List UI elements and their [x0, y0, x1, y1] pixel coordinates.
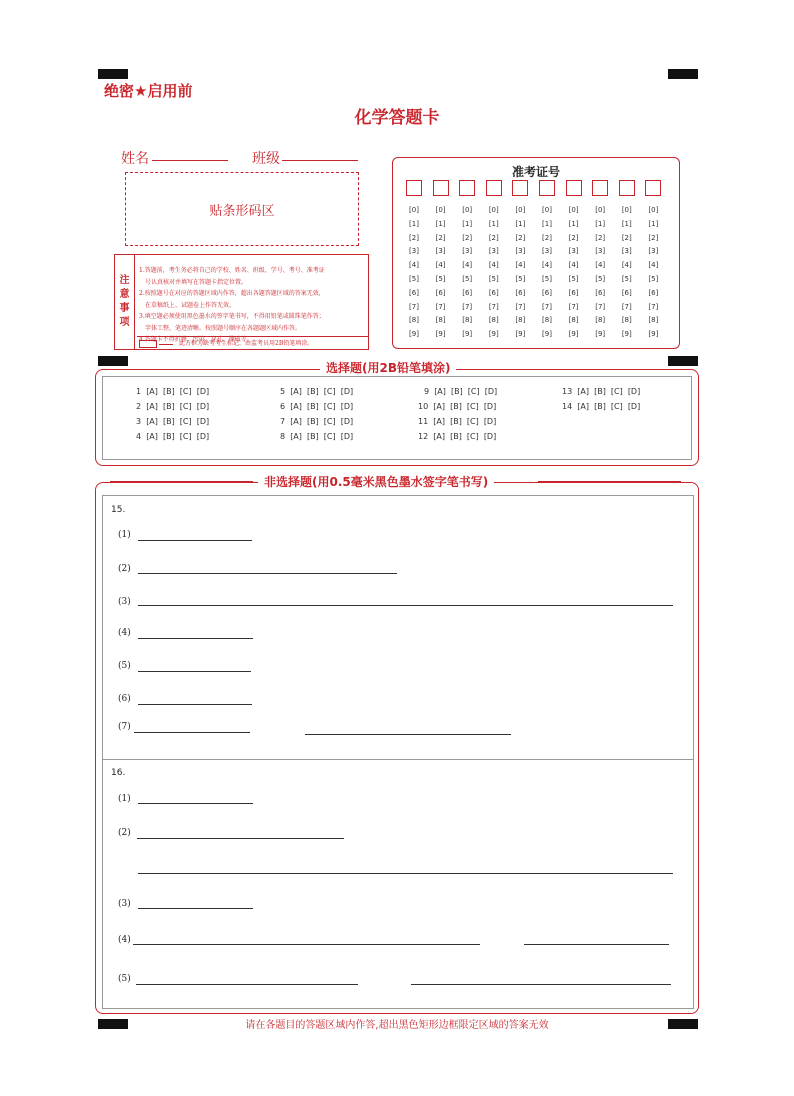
exam-digit-bubble[interactable]: [3] [648, 247, 659, 256]
exam-digit-bubble[interactable]: [7] [462, 302, 473, 311]
exam-digit-bubble[interactable]: [6] [621, 288, 632, 297]
exam-digit-bubble[interactable]: [5] [462, 275, 473, 283]
choice-question-8[interactable] [280, 432, 353, 441]
exam-digit-bubble[interactable]: [0] [621, 206, 632, 214]
exam-digit-bubble[interactable]: [3] [568, 247, 579, 256]
question-number: 4 [136, 432, 142, 441]
exam-digit-bubble[interactable]: [9] [648, 330, 659, 339]
registration-mark [668, 356, 698, 366]
exam-digit-bubble[interactable]: [5] [435, 275, 446, 283]
q16-sub-3: (3) [118, 899, 131, 909]
exam-digit-bubble[interactable]: [4] [488, 261, 499, 270]
class-field[interactable] [282, 160, 358, 161]
question-number: 7 [280, 417, 286, 426]
exam-digit-box[interactable] [486, 180, 502, 196]
choice-section-title: 选择题(用2B铅笔填涂) [320, 359, 456, 376]
exam-digit-bubble[interactable]: [8] [409, 316, 419, 325]
exam-digit-bubble[interactable]: [2] [621, 233, 632, 242]
exam-digit-bubble[interactable]: [5] [648, 275, 659, 283]
exam-digit-bubble[interactable]: [2] [648, 233, 659, 242]
choice-question-13[interactable] [562, 387, 640, 396]
answer-line[interactable] [134, 732, 250, 733]
absence-note: 此方框为缺考考生标记，由监考员用2B铅笔填涂。 [179, 340, 314, 347]
question-number: 14 [562, 402, 573, 411]
exam-digit-bubble[interactable]: [7] [568, 302, 579, 311]
exam-digit-bubble[interactable]: [3] [462, 247, 473, 256]
choice-question-14[interactable] [562, 402, 640, 411]
exam-digit-box[interactable] [433, 180, 449, 196]
free-response-section [95, 482, 699, 1014]
exam-digit-bubble[interactable]: [0] [462, 206, 473, 214]
exam-digit-bubble[interactable]: [0] [595, 206, 606, 214]
exam-digit-bubble[interactable]: [0] [568, 206, 579, 214]
answer-line[interactable] [137, 838, 344, 839]
exam-digit-bubble[interactable]: [4] [542, 261, 552, 270]
choice-question-12[interactable] [418, 432, 496, 441]
question-number: 11 [418, 417, 429, 426]
exam-digit-bubble[interactable]: [1] [621, 219, 632, 228]
exam-digit-box[interactable] [539, 180, 555, 196]
answer-options[interactable]: [A] [B] [C] [D] [433, 402, 497, 411]
exam-digit-bubble[interactable]: [8] [435, 316, 446, 325]
answer-line[interactable] [138, 908, 253, 909]
notice-box [114, 254, 369, 350]
answer-line[interactable] [138, 605, 673, 606]
answer-options[interactable]: [A] [B] [C] [D] [146, 432, 210, 441]
answer-line[interactable] [136, 984, 358, 985]
exam-digit-bubble[interactable]: [8] [462, 316, 473, 325]
answer-line[interactable] [138, 638, 253, 639]
exam-digit-bubble[interactable]: [6] [409, 288, 419, 297]
exam-digit-bubble[interactable]: [3] [409, 247, 419, 256]
answer-line[interactable] [138, 573, 397, 574]
answer-line[interactable] [138, 704, 252, 705]
registration-mark [98, 356, 128, 366]
exam-digit-bubble[interactable]: [3] [488, 247, 499, 256]
confidential-label: 绝密★启用前 [104, 82, 193, 100]
exam-digit-bubble[interactable]: [6] [435, 288, 446, 297]
exam-digit-bubble[interactable]: [3] [515, 247, 526, 256]
q15-sub-5: (5) [118, 661, 131, 671]
exam-digit-bubble[interactable]: [5] [621, 275, 632, 283]
choice-question-4[interactable] [136, 432, 209, 441]
exam-digit-bubble[interactable]: [1] [542, 219, 552, 228]
q15-sub-6: (6) [118, 694, 131, 704]
answer-options[interactable]: [A] [B] [C] [D] [290, 417, 354, 426]
question-16-number: 16. [111, 768, 126, 778]
choice-question-5[interactable] [280, 387, 353, 396]
exam-digit-bubble[interactable]: [5] [595, 275, 606, 283]
exam-digit-bubble[interactable]: [7] [542, 302, 552, 311]
exam-digit-bubble[interactable]: [1] [515, 219, 526, 228]
question-number: 9 [424, 387, 430, 396]
free-section-title: 非选择题(用0.5毫米黑色墨水签字笔书写) [258, 473, 494, 490]
exam-digit-bubble[interactable]: [7] [435, 302, 446, 311]
exam-digit-bubble[interactable]: [2] [462, 233, 473, 242]
exam-digit-bubble[interactable]: [5] [542, 275, 552, 283]
q16-sub-4: (4) [118, 935, 131, 945]
notice-heading: 注 意 事 项 [115, 255, 135, 349]
question-number: 12 [418, 432, 429, 441]
exam-digit-bubble[interactable]: [9] [621, 330, 632, 339]
question-number: 5 [280, 387, 286, 396]
exam-digit-bubble[interactable]: [4] [462, 261, 473, 270]
question-number: 2 [136, 402, 142, 411]
exam-digit-bubble[interactable]: [0] [542, 206, 552, 214]
choice-question-9[interactable] [424, 387, 497, 396]
exam-digit-bubble[interactable]: [8] [515, 316, 526, 325]
choice-question-3[interactable] [136, 417, 209, 426]
q16-sub-1: (1) [118, 794, 131, 804]
exam-digit-bubble[interactable]: [2] [515, 233, 526, 242]
exam-digit-bubble[interactable]: [6] [568, 288, 579, 297]
notice-text: 1.答题前，考生务必将自己的学校、姓名、班级、学号、考号、准考证 号认真核对并填写在答题卡指定位置。 2.按照题号在对应的答题区域内作答，超出各题答题区域的答案无效， 在草稿纸上、试题卷上作答无效。 3.填空题必须使用黑色墨水的签字笔书写，不得用铅笔或圆珠笔作答； 字体工整，笔迹清晰。按照题号顺序在各题题区域内作答。 4.答题卡不得折叠、污染、穿孔、撕破等。 [139, 267, 325, 343]
exam-digit-bubble[interactable]: [1] [488, 219, 499, 228]
exam-digit-bubble[interactable]: [7] [648, 302, 659, 311]
exam-digit-bubble[interactable]: [0] [648, 206, 659, 214]
exam-digit-bubble[interactable]: [3] [621, 247, 632, 256]
exam-digit-bubble[interactable]: [2] [568, 233, 579, 242]
exam-digit-box[interactable] [619, 180, 635, 196]
exam-digit-bubble[interactable]: [4] [595, 261, 606, 270]
registration-mark [668, 69, 698, 79]
exam-digit-bubble[interactable]: [5] [488, 275, 499, 283]
exam-digit-bubble[interactable]: [0] [515, 206, 526, 214]
exam-digit-bubble[interactable]: [7] [621, 302, 632, 311]
exam-digit-bubble[interactable]: [0] [409, 206, 419, 214]
title-rule [110, 481, 253, 482]
exam-digit-bubble[interactable]: [2] [488, 233, 499, 242]
choice-question-2[interactable] [136, 402, 209, 411]
q15-sub-1: (1) [118, 530, 131, 540]
exam-digit-bubble[interactable]: [8] [595, 316, 606, 325]
exam-number-title: 准考证号 [511, 165, 560, 179]
question-number: 13 [562, 387, 573, 396]
absence-checkbox[interactable] [139, 340, 157, 348]
footer-warning: 请在各题目的答题区域内作答,超出黑色矩形边框限定区域的答案无效 [245, 1020, 549, 1031]
exam-digit-bubble[interactable]: [4] [515, 261, 526, 270]
choice-question-11[interactable] [418, 417, 496, 426]
exam-digit-bubble[interactable]: [9] [409, 330, 419, 339]
exam-digit-bubble[interactable]: [9] [488, 330, 499, 339]
exam-digit-bubble[interactable]: [8] [488, 316, 499, 325]
answer-options[interactable]: [A] [B] [C] [D] [577, 387, 641, 396]
answer-line[interactable] [133, 944, 480, 945]
answer-line[interactable] [524, 944, 669, 945]
name-label: 姓名 [121, 151, 149, 167]
choice-question-10[interactable] [418, 402, 496, 411]
exam-digit-bubble[interactable]: [2] [595, 233, 606, 242]
exam-digit-bubble[interactable]: [6] [595, 288, 606, 297]
q15-sub-3: (3) [118, 597, 131, 607]
exam-digit-bubble[interactable]: [7] [515, 302, 526, 311]
exam-digit-bubble[interactable]: [3] [595, 247, 606, 256]
exam-digit-bubble[interactable]: [8] [542, 316, 552, 325]
answer-line[interactable] [138, 671, 251, 672]
exam-digit-bubble[interactable]: [3] [542, 247, 552, 256]
choice-question-7[interactable] [280, 417, 353, 426]
exam-digit-bubble[interactable]: [9] [435, 330, 446, 339]
registration-mark [98, 69, 128, 79]
exam-digit-bubble[interactable]: [2] [435, 233, 446, 242]
question-number: 3 [136, 417, 142, 426]
exam-digit-box[interactable] [592, 180, 608, 196]
answer-options[interactable]: [A] [B] [C] [D] [290, 387, 354, 396]
answer-line[interactable] [138, 540, 252, 541]
exam-digit-bubble[interactable]: [7] [595, 302, 606, 311]
exam-digit-bubble[interactable]: [9] [462, 330, 473, 339]
exam-digit-bubble[interactable]: [4] [648, 261, 659, 270]
answer-options[interactable]: [A] [B] [C] [D] [434, 387, 498, 396]
page-title: 化学答题卡 [354, 108, 440, 128]
answer-options[interactable]: [A] [B] [C] [D] [146, 417, 210, 426]
exam-digit-bubble[interactable]: [3] [435, 247, 446, 256]
q15-sub-7: (7) [118, 722, 131, 732]
absence-mark-row [137, 336, 369, 350]
q15-sub-2: (2) [118, 564, 131, 574]
exam-digit-bubble[interactable]: [8] [568, 316, 579, 325]
exam-digit-bubble[interactable]: [1] [435, 219, 446, 228]
choice-question-6[interactable] [280, 402, 353, 411]
exam-digit-bubble[interactable]: [1] [462, 219, 473, 228]
exam-digit-box[interactable] [512, 180, 528, 196]
exam-digit-bubble[interactable]: [9] [515, 330, 526, 339]
q15-sub-4: (4) [118, 628, 131, 638]
exam-number-panel [392, 157, 680, 349]
exam-digit-bubble[interactable]: [1] [595, 219, 606, 228]
arrow-left-icon [159, 344, 173, 345]
answer-line[interactable] [138, 873, 673, 874]
q16-sub-2: (2) [118, 828, 131, 838]
question-number: 6 [280, 402, 286, 411]
exam-digit-bubble[interactable]: [0] [488, 206, 499, 214]
exam-digit-bubble[interactable]: [6] [542, 288, 552, 297]
answer-line[interactable] [138, 803, 253, 804]
class-label: 班级 [252, 151, 280, 167]
exam-digit-bubble[interactable]: [7] [409, 302, 419, 311]
exam-digit-bubble[interactable]: [4] [435, 261, 446, 270]
title-rule [538, 481, 681, 482]
exam-digit-bubble[interactable]: [6] [488, 288, 499, 297]
q16-sub-5: (5) [118, 974, 131, 984]
question-15-number: 15. [111, 505, 126, 515]
barcode-area[interactable] [125, 172, 359, 246]
exam-digit-bubble[interactable]: [5] [409, 275, 419, 283]
exam-digit-bubble[interactable]: [8] [648, 316, 659, 325]
exam-digit-bubble[interactable]: [6] [515, 288, 526, 297]
exam-digit-bubble[interactable]: [6] [648, 288, 659, 297]
question-number: 10 [418, 402, 429, 411]
exam-digit-bubble[interactable]: [1] [409, 219, 419, 228]
question-number: 8 [280, 432, 286, 441]
exam-digit-bubble[interactable]: [2] [409, 233, 419, 242]
exam-digit-box[interactable] [566, 180, 582, 196]
barcode-label: 贴条形码区 [209, 203, 275, 219]
answer-line[interactable] [411, 984, 671, 985]
exam-digit-bubble[interactable]: [9] [595, 330, 606, 339]
exam-digit-bubble[interactable]: [7] [488, 302, 499, 311]
exam-digit-bubble[interactable]: [0] [435, 206, 446, 214]
exam-digit-bubble[interactable]: [1] [648, 219, 659, 228]
exam-digit-bubble[interactable]: [8] [621, 316, 632, 325]
exam-digit-box[interactable] [459, 180, 475, 196]
exam-digit-box[interactable] [645, 180, 661, 196]
exam-digit-bubble[interactable]: [9] [542, 330, 552, 339]
answer-options[interactable]: [A] [B] [C] [D] [433, 432, 497, 441]
exam-digit-bubble[interactable]: [4] [621, 261, 632, 270]
answer-options[interactable]: [A] [B] [C] [D] [577, 402, 641, 411]
exam-digit-bubble[interactable]: [4] [409, 261, 419, 270]
exam-digit-bubble[interactable]: [9] [568, 330, 579, 339]
answer-options[interactable]: [A] [B] [C] [D] [146, 387, 210, 396]
exam-digit-bubble[interactable]: [1] [568, 219, 579, 228]
exam-digit-bubble[interactable]: [5] [515, 275, 526, 283]
question-divider [102, 759, 694, 760]
name-field[interactable] [152, 160, 228, 161]
exam-digit-bubble[interactable]: [6] [462, 288, 473, 297]
exam-digit-bubble[interactable]: [2] [542, 233, 552, 242]
question-number: 1 [136, 387, 142, 396]
exam-digit-bubble[interactable]: [4] [568, 261, 579, 270]
answer-options[interactable]: [A] [B] [C] [D] [290, 432, 354, 441]
answer-line[interactable] [305, 734, 511, 735]
answer-options[interactable]: [A] [B] [C] [D] [290, 402, 354, 411]
exam-digit-box[interactable] [406, 180, 422, 196]
answer-options[interactable]: [A] [B] [C] [D] [146, 402, 210, 411]
exam-digit-bubble[interactable]: [5] [568, 275, 579, 283]
answer-options[interactable]: [A] [B] [C] [D] [433, 417, 497, 426]
choice-question-1[interactable] [136, 387, 209, 396]
